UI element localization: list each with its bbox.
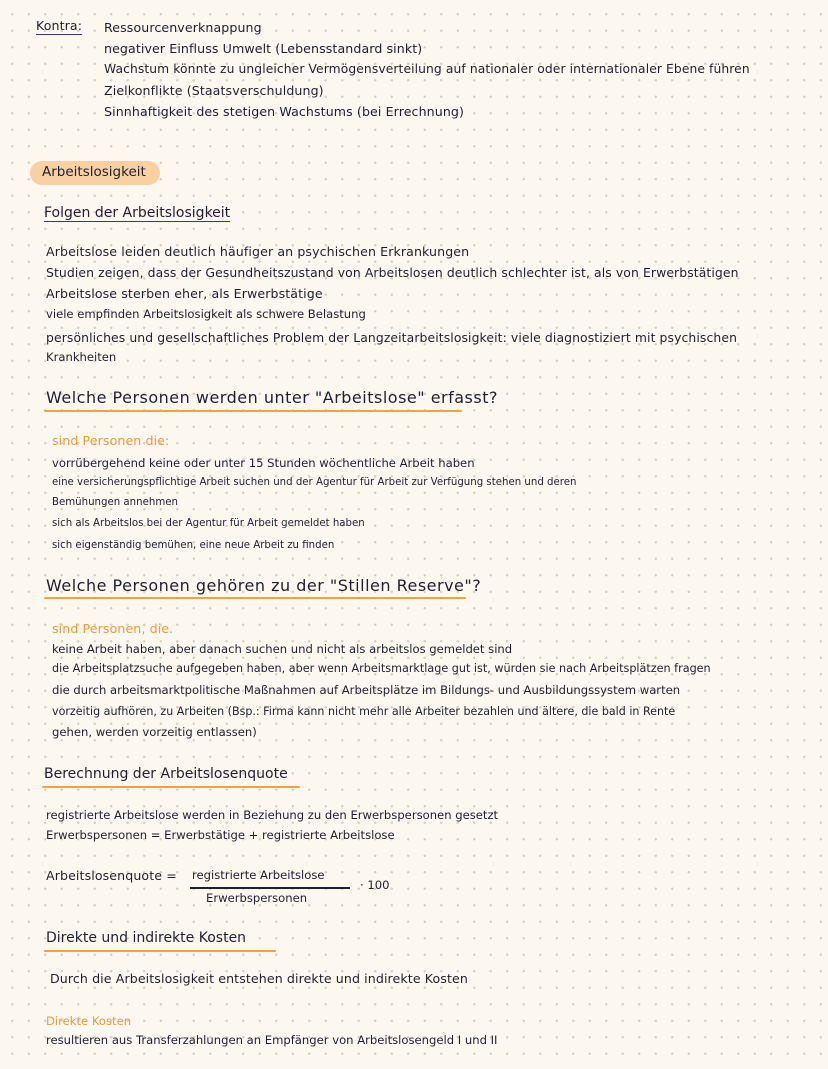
reserve-line: die durch arbeitsmarktpolitische Maßnahmen auf Arbeitsplätze im Bildungs- und Ausbildungssystem warten: [52, 683, 681, 697]
direkte-kosten-heading: Direkte Kosten: [46, 1014, 132, 1028]
kosten-heading: Direkte und indirekte Kosten: [46, 930, 247, 946]
folgen-line: Arbeitslose sterben eher, als Erwerbstätige: [46, 286, 323, 301]
reserve-heading-underline: [44, 597, 466, 599]
kontra-item: Wachstum könnte zu ungleicher Vermögensverteilung auf nationaler oder internationaler Ebene führen: [104, 62, 750, 76]
formula-fraction-bar: [190, 887, 350, 889]
formula-factor: · 100: [360, 878, 390, 892]
erfasst-line: sich als Arbeitslos bei der Agentur für Arbeit gemeldet haben: [52, 518, 365, 529]
folgen-heading: Folgen der Arbeitslosigkeit: [44, 205, 231, 221]
reserve-line: keine Arbeit haben, aber danach suchen und nicht als arbeitslos gemeldet sind: [52, 642, 513, 656]
section-title-highlight: [30, 161, 160, 185]
reserve-line: vorzeitig aufhören, zu Arbeiten (Bsp.: Firma kann nicht mehr alle Arbeiter bezahlen und ältere, die bald in Rente: [52, 705, 676, 718]
folgen-line: Arbeitslose leiden deutlich häufiger an psychischen Erkrankungen: [46, 244, 470, 259]
berechnung-line: Erwerbspersonen = Erwerbstätige + registrierte Arbeitslose: [46, 828, 395, 842]
erfasst-line: sich eigenständig bemühen, eine neue Arbeit zu finden: [52, 540, 335, 551]
reserve-line: die Arbeitsplatzsuche aufgegeben haben, aber wenn Arbeitsmarktlage gut ist, würden sie nach Arbeitsplätzen fragen: [52, 662, 711, 675]
reserve-line: gehen, werden vorzeitig entlassen): [52, 725, 257, 739]
reserve-heading: Welche Personen gehören zu der "Stillen Reserve"?: [46, 576, 482, 595]
kontra-label: Kontra:: [36, 18, 83, 33]
erfasst-heading: Welche Personen werden unter "Arbeitslose" erfasst?: [46, 388, 498, 407]
erfasst-heading-underline: [44, 410, 462, 412]
reserve-intro: sind Personen, die.: [52, 621, 174, 636]
erfasst-line: Bemühungen annehmen: [52, 497, 178, 508]
berechnung-line: registrierte Arbeitslose werden in Beziehung zu den Erwerbspersonen gesetzt: [46, 808, 499, 822]
kosten-heading-underline: [44, 950, 276, 952]
folgen-line: Krankheiten: [46, 350, 117, 364]
folgen-line: viele empfinden Arbeitslosigkeit als schwere Belastung: [46, 307, 366, 321]
formula-numerator: registrierte Arbeitslose: [192, 868, 325, 882]
berechnung-heading: Berechnung der Arbeitslosenquote: [44, 766, 288, 782]
folgen-line: Studien zeigen, dass der Gesundheitszustand von Arbeitslosen deutlich schlechter ist, als von Erwerbstätigen: [46, 265, 739, 280]
formula-denominator: Erwerbspersonen: [206, 891, 308, 905]
kontra-item: negativer Einfluss Umwelt (Lebensstandard sinkt): [104, 41, 423, 56]
formula-lhs: Arbeitslosenquote =: [46, 868, 177, 883]
erfasst-line: vorrübergehend keine oder unter 15 Stunden wöchentliche Arbeit haben: [52, 456, 475, 470]
kontra-item: Ressourcenverknappung: [104, 20, 262, 35]
erfasst-intro: sind Personen die:: [52, 433, 170, 448]
kontra-item: Sinnhaftigkeit des stetigen Wachstums (bei Errechnung): [104, 104, 465, 119]
folgen-line: persönliches und gesellschaftliches Problem der Langzeitarbeitslosigkeit: viele diagnostiziert mit psychischen: [46, 330, 738, 345]
direkte-kosten-line: resultieren aus Transferzahlungen an Empfänger von Arbeitslosengeld I und II: [46, 1033, 498, 1047]
kosten-line: Durch die Arbeitslosigkeit entstehen direkte und indirekte Kosten: [50, 971, 468, 986]
section-title: Arbeitslosigkeit: [42, 164, 146, 180]
kontra-item: Zielkonflikte (Staatsverschuldung): [104, 83, 324, 98]
berechnung-heading-underline: [42, 786, 300, 788]
erfasst-line: eine versicherungspflichtige Arbeit suchen und der Agentur für Arbeit zur Verfügung stehen und deren: [52, 477, 577, 488]
